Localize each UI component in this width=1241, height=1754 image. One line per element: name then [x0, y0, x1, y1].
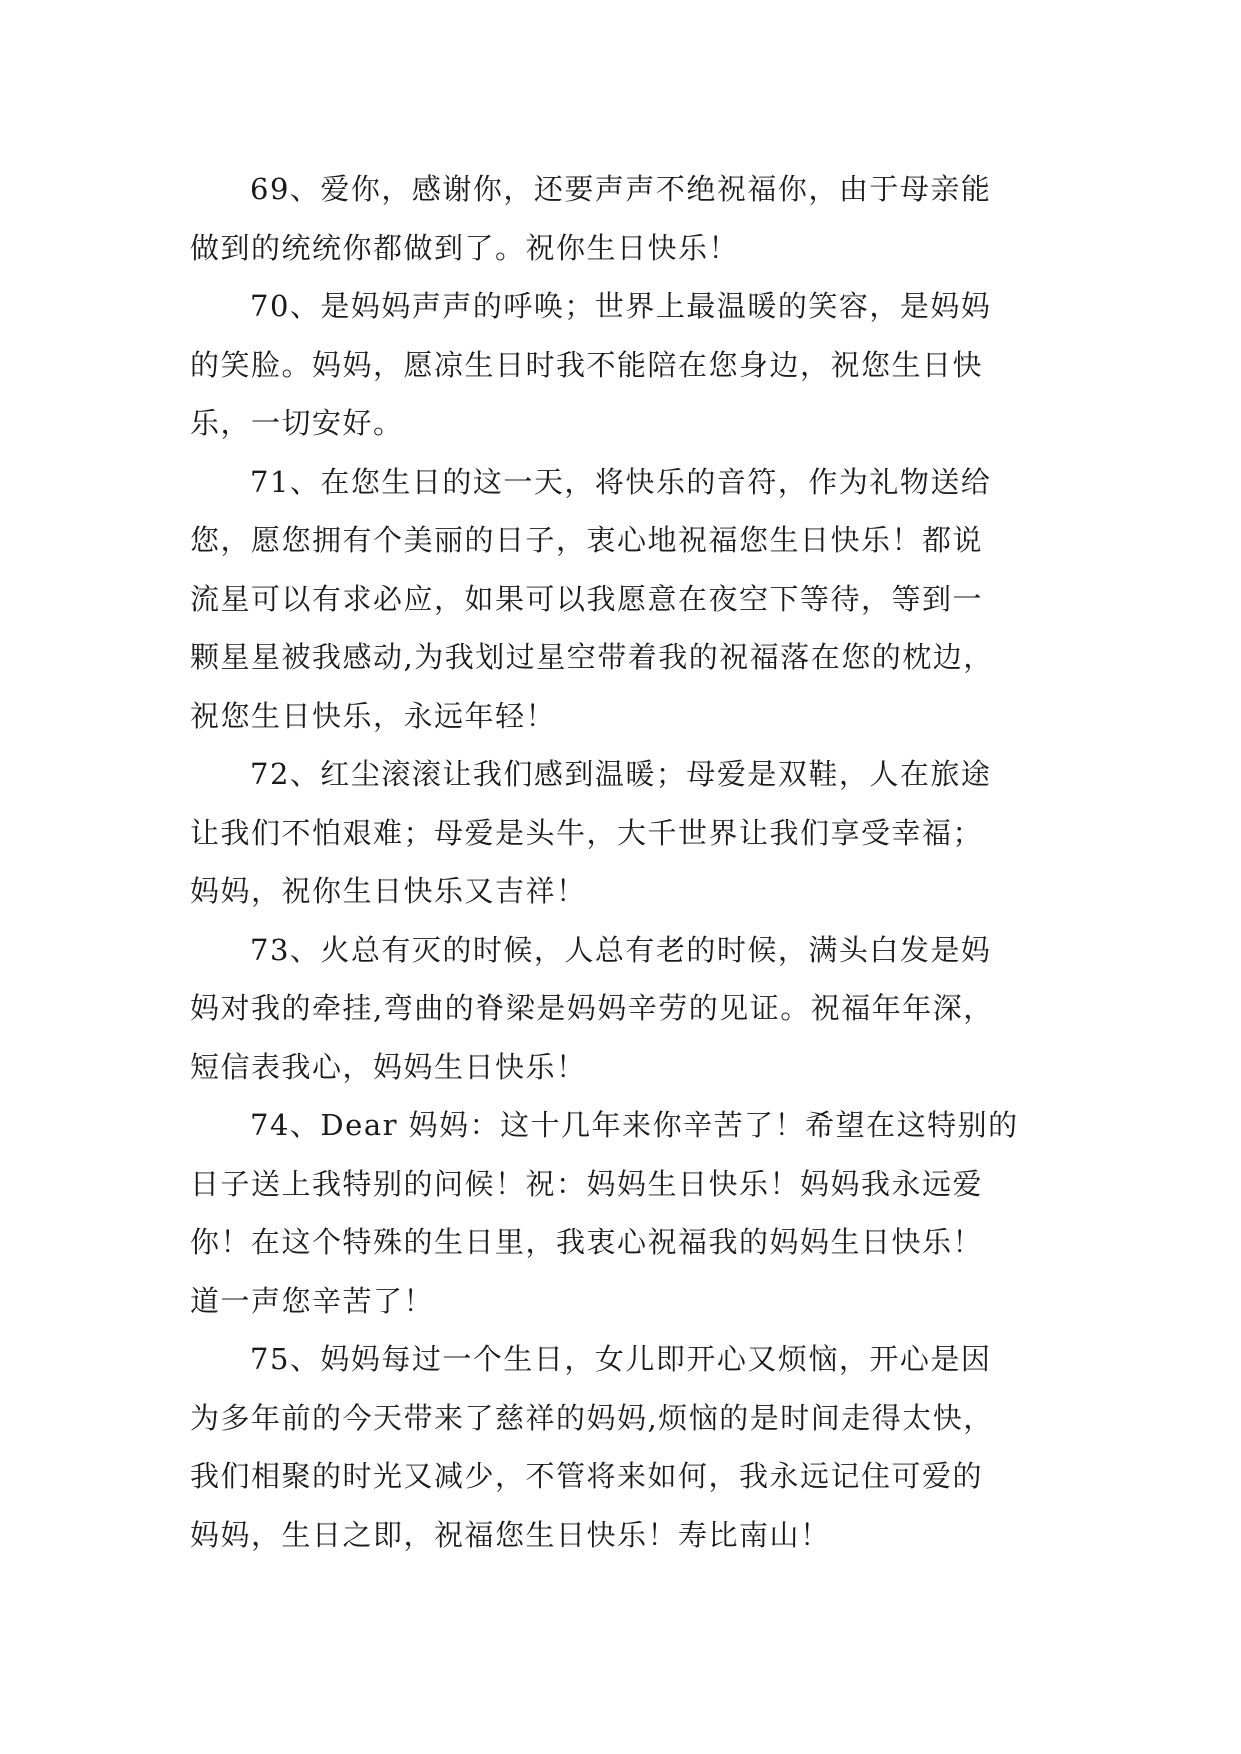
text-line: 颗星星被我感动,为我划过星空带着我的祝福落在您的枕边，	[190, 640, 994, 674]
text-line: 74、Dear 妈妈：这十几年来你辛苦了！希望在这特别的	[250, 1108, 1019, 1142]
text-line: 让我们不怕艰难；母爱是头牛，大千世界让我们享受幸福；	[190, 815, 984, 850]
text-line: 乐，一切安好。	[190, 406, 404, 440]
text-line: 道一声您辛苦了！	[190, 1283, 435, 1318]
text-line: 69、爱你，感谢你，还要声声不绝祝福你，由于母亲能	[250, 172, 992, 206]
text-line: 为多年前的今天带来了慈祥的妈妈,烦恼的是时间走得太快，	[190, 1400, 994, 1435]
paragraph-74	[190, 1096, 1090, 1330]
text-line: 你！在这个特殊的生日里，我衷心祝福我的妈妈生日快乐！	[190, 1225, 984, 1259]
document-body	[190, 160, 1090, 1564]
text-line: 妈妈，生日之即，祝福您生日快乐！寿比南山！	[190, 1517, 831, 1552]
paragraph-71	[190, 453, 1090, 746]
text-line: 73、火总有灭的时候，人总有老的时候，满头白发是妈	[250, 932, 992, 967]
text-line: 流星可以有求必应，如果可以我愿意在夜空下等待，等到一	[190, 581, 984, 616]
paragraph-73	[190, 921, 1090, 1097]
text-line: 71、在您生日的这一天，将快乐的音符，作为礼物送给	[250, 464, 992, 499]
text-line: 妈妈，祝你生日快乐又吉祥！	[190, 874, 587, 908]
text-line: 75、妈妈每过一个生日，女儿即开心又烦恼，开心是因	[250, 1342, 992, 1376]
paragraph-70	[190, 277, 1090, 453]
text-line: 祝您生日快乐，永远年轻！	[190, 698, 557, 733]
text-line: 您，愿您拥有个美丽的日子，衷心地祝福您生日快乐！都说	[190, 523, 984, 557]
paragraph-72	[190, 745, 1090, 921]
paragraph-75	[190, 1330, 1090, 1564]
text-line: 短信表我心，妈妈生日快乐！	[190, 1049, 587, 1084]
text-line: 日子送上我特别的问候！祝：妈妈生日快乐！妈妈我永远爱	[190, 1166, 984, 1201]
text-line: 做到的统统你都做到了。祝你生日快乐！	[190, 230, 740, 265]
text-line: 我们相聚的时光又减少，不管将来如何，我永远记住可爱的	[190, 1459, 984, 1493]
text-line: 的笑脸。妈妈，愿凉生日时我不能陪在您身边，祝您生日快	[190, 347, 984, 382]
text-line: 妈对我的牵挂,弯曲的脊梁是妈妈辛劳的见证。祝福年年深，	[190, 991, 994, 1025]
text-line: 70、是妈妈声声的呼唤；世界上最温暖的笑容，是妈妈	[250, 289, 992, 323]
text-line: 72、红尘滚滚让我们感到温暖；母爱是双鞋，人在旅途	[250, 757, 992, 791]
paragraph-69	[190, 160, 1090, 277]
